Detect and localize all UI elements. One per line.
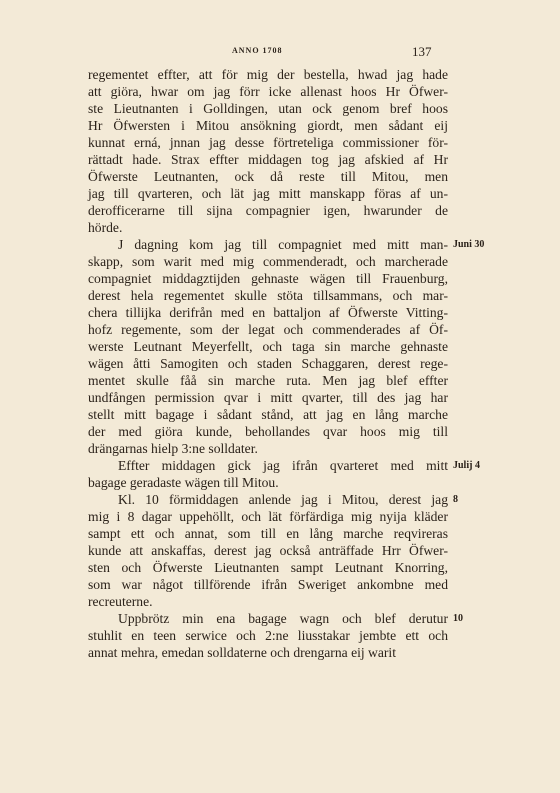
text-line: J dagning kom jag till compagniet med mitt man- [118,237,448,252]
text-line: hofz regemente, som der legat och commenderades af Öf- [88,322,448,337]
text-line: compagniet middagztijden gehnaste wägen till Frauenburg, [88,271,448,286]
text-line: derest hela regementet skulle stöta tillsammans, och mar- [88,288,448,303]
text-line: regementet effter, att för mig der bestella, hwad jag hade [88,67,448,82]
text-line: ste Lieutnanten i Golldingen, utan ock genom bref hoos [88,101,448,116]
margin-date-note: Julij 4 [453,460,480,471]
text-line: mentet skulle fåå sin marche ruta. Men jag blef effter [88,373,448,388]
text-line: Effter middagen gick jag ifrån qvarteret med mitt [118,458,448,473]
text-line: Öfwerste Leutnanten, ock då reste till Mitou, men [88,169,448,184]
text-line: sampt ett och annat, som till en lång marche reqvireras [88,526,448,541]
text-line: att giöra, hwar om jag förr icke allenast hoos Hr Öfwer- [88,84,448,99]
text-line: recreuterne. [88,594,153,609]
text-line: der med giöra kunde, behollandes qvar hoos mig till [88,424,448,439]
text-line: hörde. [88,220,123,235]
text-line: chera tillijka derifrån med en battaljon af Öfwerste Vitting- [88,305,448,320]
margin-date-note: Juni 30 [453,239,485,250]
text-line: kunde att anskaffas, derest jag också anträffade Hrr Öfwer- [88,543,448,558]
text-line: wägen åtti Samogiten och staden Schaggaren, derest rege- [88,356,448,371]
text-line: bagage geradaste wägen till Mitou. [88,475,279,490]
text-line: Uppbrötz min ena bagage wagn och blef derutur [118,611,448,626]
text-line: jag till qvarteren, och lät jag mitt manskapp föras af un- [88,186,448,201]
page-number: 137 [412,44,432,59]
text-line: skapp, som warit med mig commenderadt, och marcherade [88,254,448,269]
text-line: stellt mitt bagage i sådant stånd, att jag en lång marche [88,407,448,422]
text-line: mig i 8 dagar uppehöllt, och lät förfärdiga mig nyija kläder [88,509,448,524]
text-line: stuhlit en teen serwice och 2:ne liusstakar jembte ett och [88,628,448,643]
text-line: annat mehra, emedan solldaterne och drengarna eij warit [88,645,396,660]
running-head [0,44,560,64]
text-line: drängarnas hielp 3:ne solldater. [88,441,258,456]
running-head-title: ANNO 1708 [232,46,283,55]
text-line: undfången permission qvar i mitt qvarter, till des jag har [88,390,448,405]
margin-date-note: 8 [453,494,458,505]
text-line: kunnat erná, jnnan jag desse förtreteliga commissioner för- [88,135,448,150]
text-line: Hr Öfwersten i Mitou ansökning giordt, men sådant eij [88,118,448,133]
text-line: sten och Öfwerste Lieutnanten sampt Leutnant Knorring, [88,560,448,575]
text-line: derofficerarne till sijna compagnier igen, hwarunder de [88,203,448,218]
text-line: som war något tillförende ifrån Sweriget ankombne med [88,577,448,592]
text-line: werste Leutnant Meyerfellt, och taga sin marche gehnaste [88,339,448,354]
text-line: Kl. 10 förmiddagen anlende jag i Mitou, derest jag [118,492,448,507]
text-line: rättadt hade. Strax effter middagen tog jag afskied af Hr [88,152,448,167]
margin-date-note: 10 [453,613,463,624]
